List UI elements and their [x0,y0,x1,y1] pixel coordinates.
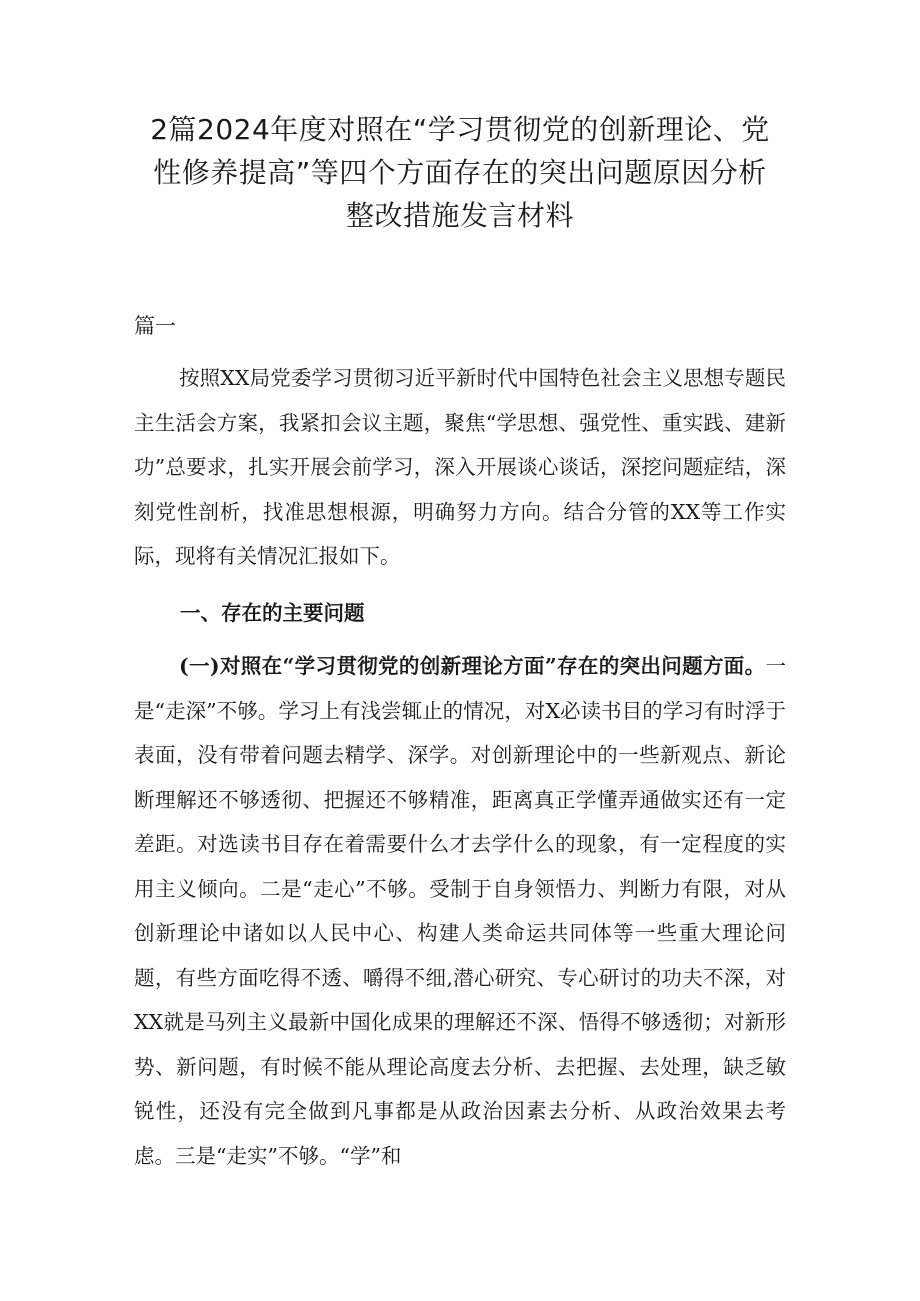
subheading-theory-study: (一)对照在“学习贯彻党的创新理论方面”存在的突出问题方面。 [179,654,766,678]
section-label: 篇一 [134,314,176,338]
intro-paragraph: 按照XX局党委学习贯彻习近平新时代中国特色社会主义思想专题民主生活会方案，我紧扣会议主题，聚焦“学思想、强党性、重实践、建新功”总要求，扎实开展会前学习，深入开展谈心谈话，深挖问题症结，深刻党性剖析，找准思想根源，明确努力方向。结合分管的XX等工作实际，现将有关情况汇报如下。 [134,366,786,568]
problem-paragraph-1 [134,644,786,1178]
document-title [120,108,800,237]
title-line-2: 性修养提高”等四个方面存在的突出问题原因分析 [153,156,767,189]
title-line-3: 整改措施发言材料 [345,199,574,232]
heading-main-problems: 一、存在的主要问题 [180,601,365,625]
title-line-1: 2篇2024年度对照在“学习贯彻党的创新理论、党 [150,113,770,146]
problem-paragraph-1-body: 一是“走深”不够。学习上有浅尝辄止的情况，对X必读书目的学习有时浮于表面，没有带着问题去精学、深学。对创新理论中的一些新观点、新论断理解还不够透彻、把握还不够精准，距离真正学懂弄通做实还有一定差距。对选读书目存在着需要什么才去学什么的现象，有一定程度的实用主义倾向。二是“走心”不够。受制于自身领悟力、判断力有限，对从创新理论中诸如以人民中心、构建人类命运共同体等一些重大理论问题，有些方面吃得不透、嚼得不细,潜心研究、专心研讨的功夫不深，对XX就是马列主义最新中国化成果的理解还不深、悟得不够透彻；对新形势、新问题，有时候不能从理论高度去分析、去把握、去处理，缺乏敏锐性，还没有完全做到凡事都是从政治因素去分析、从政治效果去考虑。三是“走实”不够。“学”和 [134,654,786,1168]
